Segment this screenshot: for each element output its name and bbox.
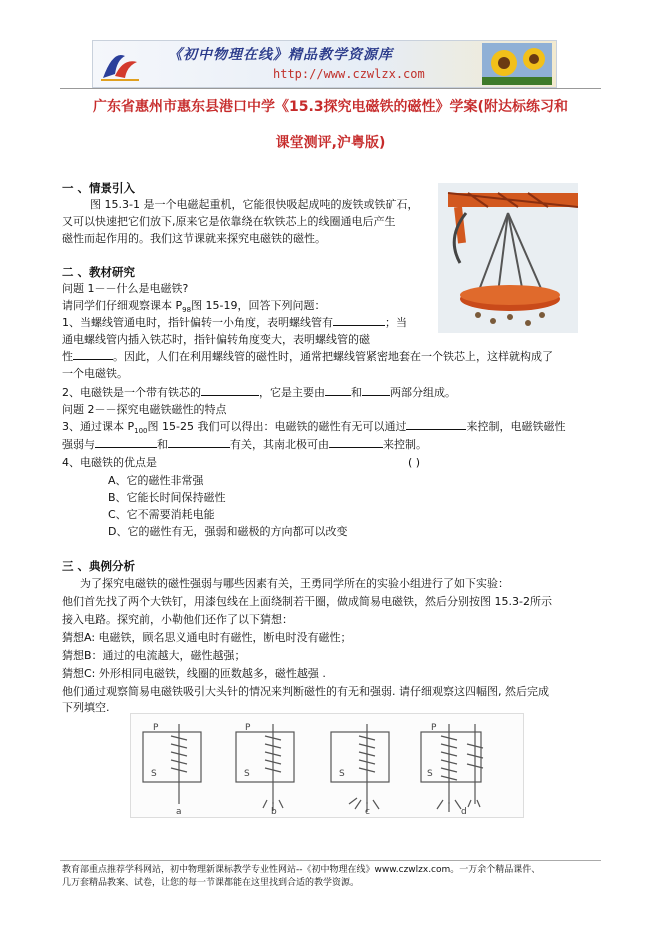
- s3-paragraph-line: 接入电路。探究前，小勒他们还作了以下猜想：: [62, 613, 293, 626]
- section-3-heading: 三 、典例分析: [62, 559, 136, 573]
- figure-label-d: d: [461, 807, 467, 817]
- s1-paragraph-line: 图 15.3-1 是一个电磁起重机，它能很快吸起成吨的废铁或铁矿石，: [90, 198, 419, 211]
- footer-line-1: 教育部重点推荐学科网站，初中物理新课标教学专业性网站--《初中物理在线》www.czwlzx.com。一万余个精品课件、: [62, 865, 541, 875]
- answer-blank[interactable]: [95, 437, 157, 448]
- option-c: C、它不需要消耗电能: [108, 508, 215, 521]
- guess-b: 猜想B：通过的电流越大，磁性越强；: [62, 649, 246, 662]
- answer-line-3: 性 。因此，人们在利用螺线管的磁性时，通常把螺线管紧密地套在一个铁芯上，这样就构成了: [62, 350, 553, 363]
- footer-line-2: 几万套精品教案、试卷，让您的每一节课都能在这里找到合适的教学资源。: [62, 878, 360, 888]
- option-b: B、它能长时间保持磁性: [108, 491, 226, 504]
- switch-label: S: [339, 769, 345, 779]
- s3-paragraph-line: 他们首先找了两个大铁钉，用漆包线在上面绕制若干圈，做成简易电磁铁，然后分别按图 15.3-2所示: [62, 595, 552, 608]
- answer-line-2: 通电螺线管内插入铁芯时，指针偏转角度变大，表明螺线管的磁: [62, 333, 370, 346]
- rheostat-label: P: [153, 723, 159, 733]
- banner-url[interactable]: http://www.czwlzx.com: [273, 67, 425, 81]
- circuit-diagrams: [131, 714, 523, 817]
- figure-label-c: c: [365, 807, 370, 817]
- document-title-line2: 课堂测评,沪粤版): [275, 135, 386, 151]
- figure-label-a: a: [176, 807, 182, 817]
- option-d: D、它的磁性有无，强弱和磁极的方向都可以改变: [108, 525, 348, 538]
- option-a: A、它的磁性非常强: [108, 474, 204, 487]
- sunflower-icon: [482, 43, 552, 85]
- site-banner: [92, 40, 557, 88]
- guess-c: 猜想C: 外形相同电磁铁，线圈的匝数越多，磁性越强 .: [62, 667, 326, 680]
- s1-paragraph-line: 磁性而起作用的。我们这节课就来探究电磁铁的磁性。: [62, 232, 326, 245]
- answer-blank[interactable]: [406, 419, 466, 430]
- question-1-title: 问题 1－－什么是电磁铁?: [62, 282, 189, 295]
- answer-blank[interactable]: [362, 385, 390, 396]
- answer-line-5: 2、电磁铁是一个带有铁芯的 ，它是主要由 和 两部分组成。: [62, 386, 456, 399]
- s3-paragraph-line: 为了探究电磁铁的磁性强弱与哪些因素有关，王勇同学所在的实验小组进行了如下实验：: [80, 577, 509, 590]
- switch-label: S: [244, 769, 250, 779]
- answer-blank[interactable]: [333, 315, 385, 326]
- question-2-title: 问题 2－－探究电磁铁磁性的特点: [62, 403, 227, 416]
- electromagnetic-crane-image: [438, 183, 578, 333]
- answer-blank[interactable]: [168, 437, 230, 448]
- circuit-figure: [130, 713, 524, 818]
- document-title-line1: 广东省惠州市惠东县港口中学《15.3探究电磁铁的磁性》学案(附达标练习和: [93, 99, 568, 115]
- figure-label-b: b: [271, 807, 277, 817]
- guess-a: 猜想A: 电磁铁，顾名思义通电时有磁性，断电时没有磁性；: [62, 631, 352, 644]
- switch-label: S: [427, 769, 433, 779]
- switch-label: S: [151, 769, 157, 779]
- answer-blank[interactable]: [329, 437, 383, 448]
- s3-paragraph-line: 他们通过观察简易电磁铁吸引大头针的情况来判断磁性的有无和强弱. 请仔细观察这四幅图, 然后完成: [62, 685, 549, 698]
- answer-blank[interactable]: [201, 385, 259, 396]
- rheostat-label: P: [431, 723, 437, 733]
- s3-paragraph-line: 下列填空.: [62, 701, 110, 714]
- banner-title: 《初中物理在线》精品教学资源库: [168, 47, 393, 63]
- section-2-heading: 二 、教材研究: [62, 265, 136, 279]
- answer-line-1: 1、当螺线管通电时，指针偏转一小角度，表明螺线管有 ；当: [62, 316, 407, 329]
- rheostat-label: P: [245, 723, 251, 733]
- answer-line-7: 强弱与 和 有关，其南北极可由 来控制。: [62, 438, 427, 451]
- answer-line-4: 一个电磁铁。: [62, 367, 128, 380]
- site-logo-icon: [99, 44, 141, 84]
- footer-rule: [60, 860, 601, 861]
- answer-paren[interactable]: ( ): [408, 456, 421, 469]
- answer-line-6: 3、通过课本 $P_{100}$图 15-25 我们可以得出：电磁铁的磁性有无可以通过 来控制，电磁铁磁性: [62, 420, 566, 436]
- section-1-heading: 一 、情景引入: [62, 181, 136, 195]
- answer-blank[interactable]: [73, 349, 113, 360]
- header-rule: [60, 88, 601, 89]
- answer-line-8: 4、电磁铁的优点是: [62, 456, 157, 469]
- answer-blank[interactable]: [325, 385, 351, 396]
- s1-paragraph-line: 又可以快速把它们放下,原来它是依靠绕在软铁芯上的线圈通电后产生: [62, 215, 396, 228]
- s2-instruction: 请同学们仔细观察课本 $P_{98}$图 15-19，回答下列问题：: [62, 299, 326, 315]
